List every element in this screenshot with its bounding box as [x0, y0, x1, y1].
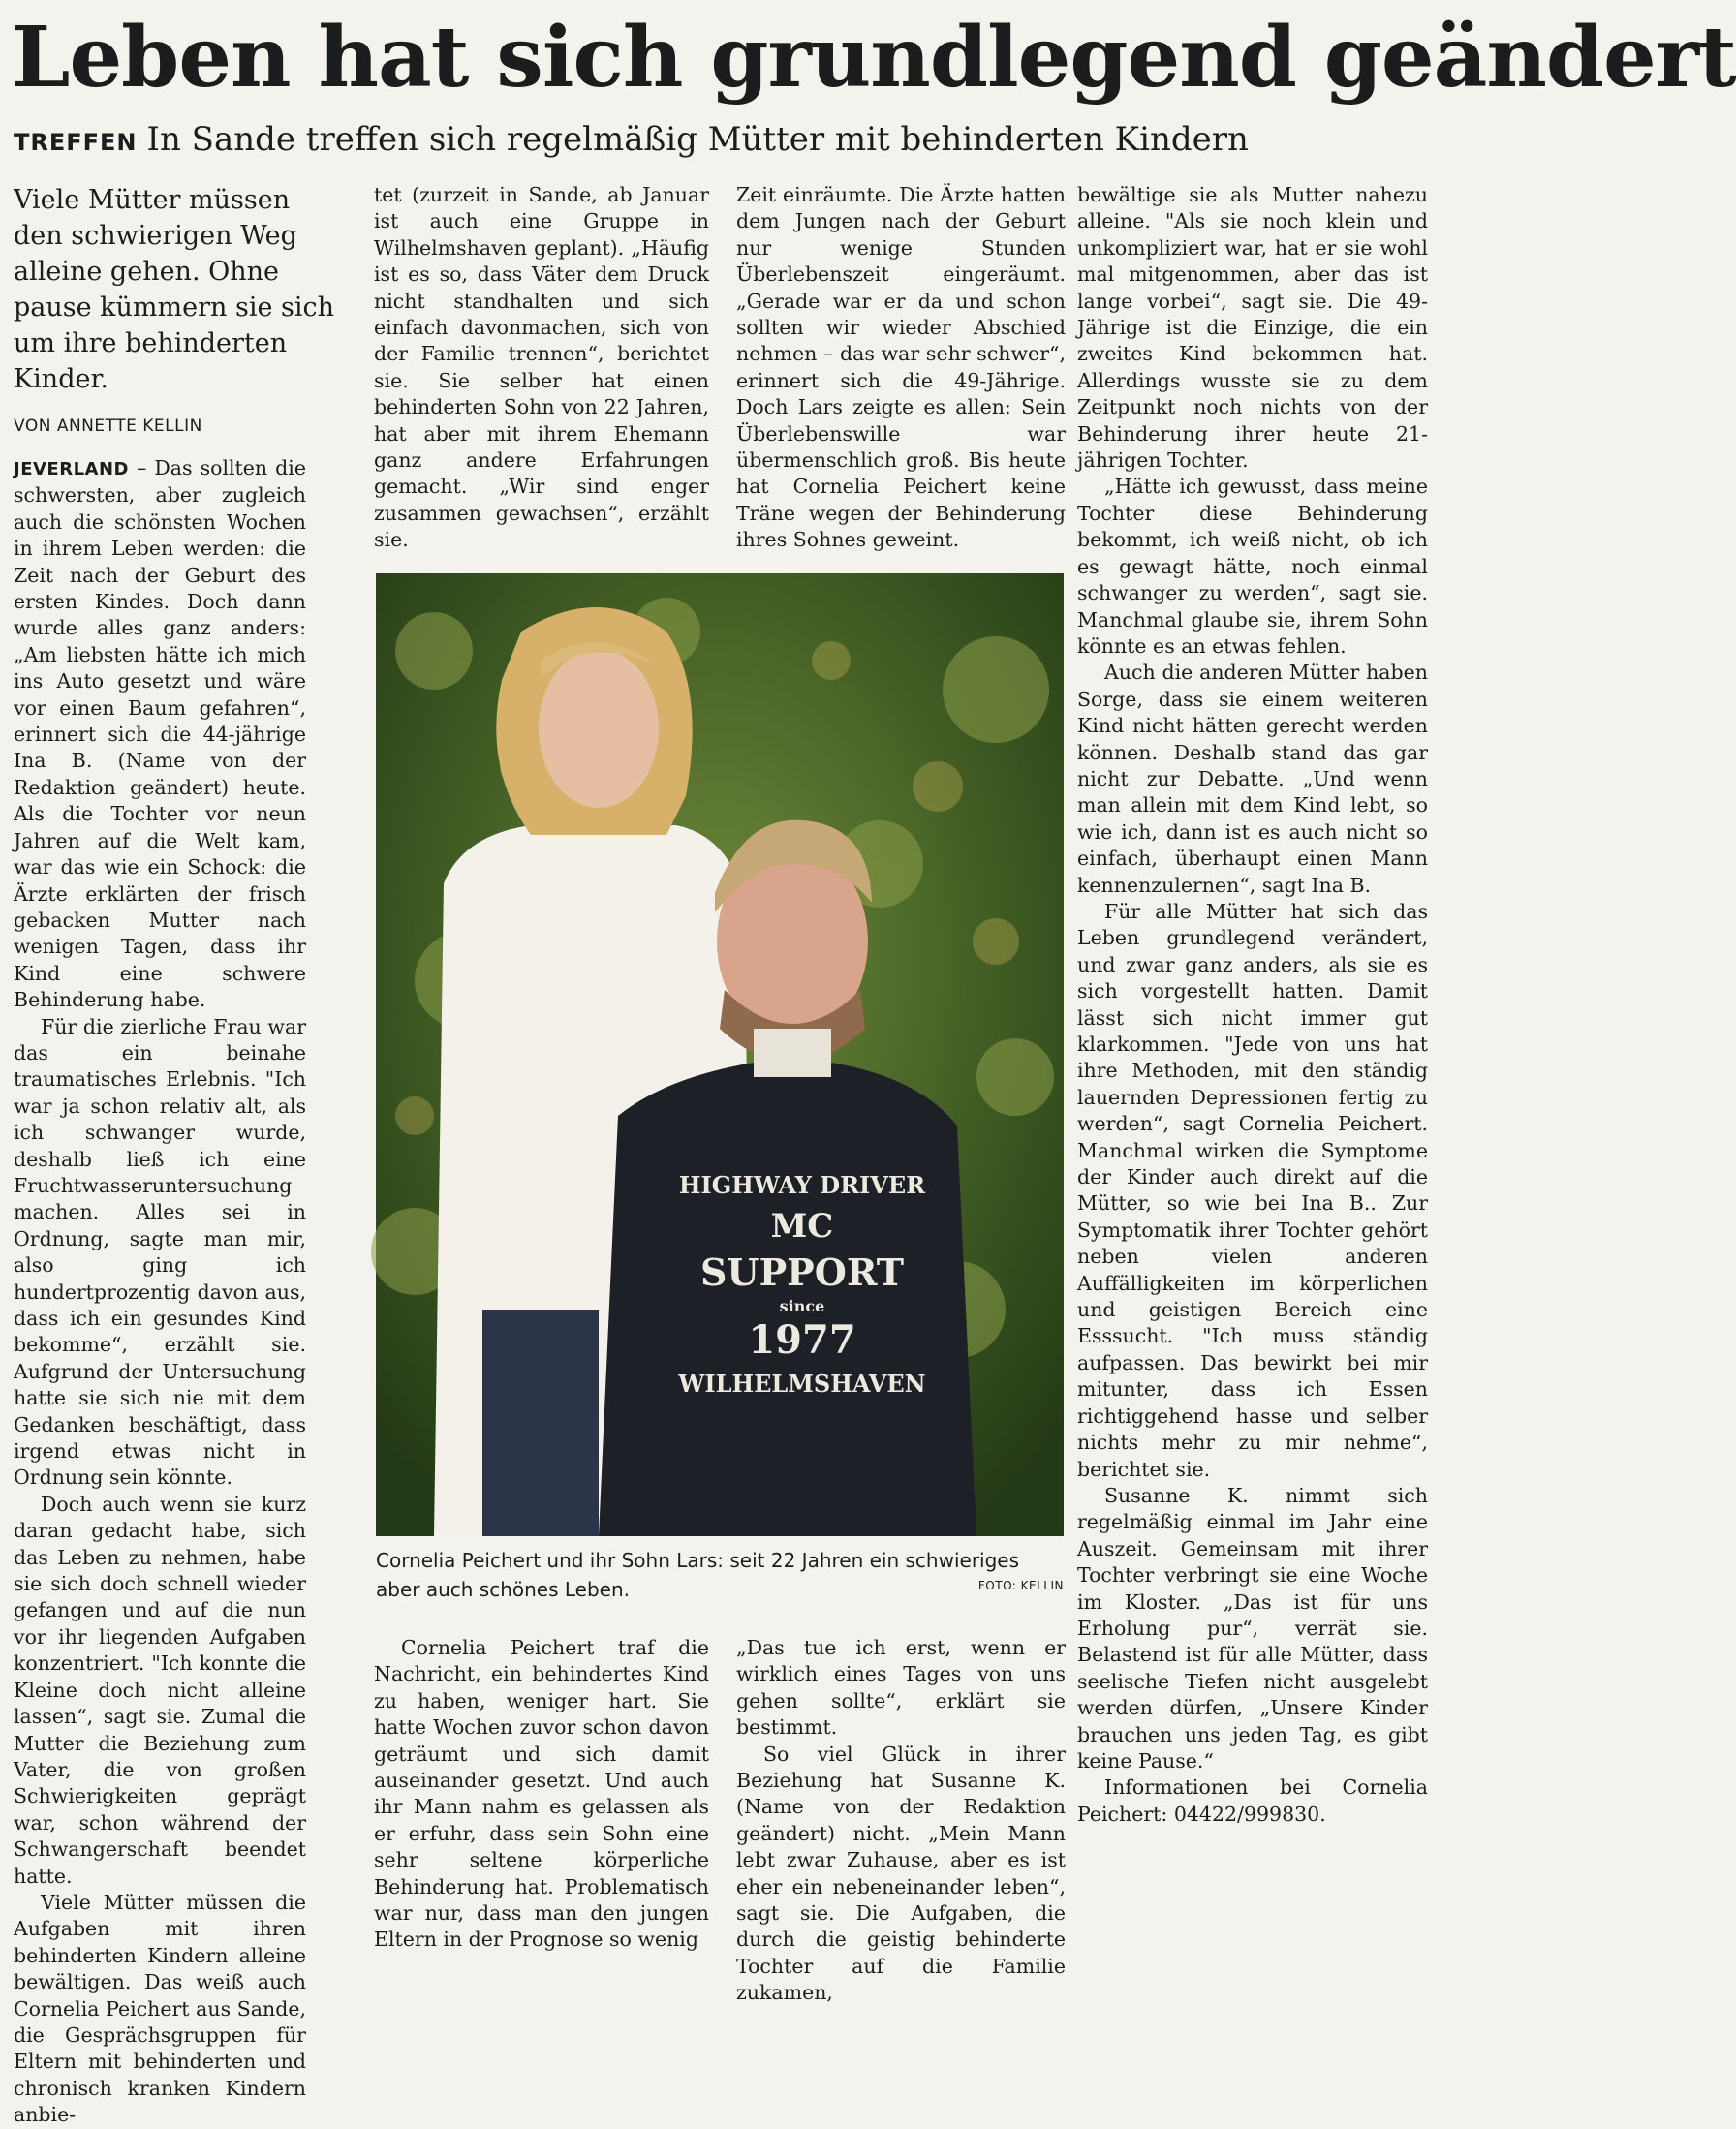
- col1-paragraph: Doch auch wenn sie kurz daran gedacht habe, sich das Leben zu nehmen, habe sie sich doch schnell wieder gefangen und auf die nun vor ihr liegenden Aufgaben konzentriert. "Ich konnte die Kleine doch nicht alleine lassen“, sagt sie. Zumal die Mutter die Beziehung zum Vater, die von großen Schwierigkeiten geprägt war, schon während der Schwangerschaft beendet hatte.: [14, 1492, 306, 1888]
- shirt-text-line1: HIGHWAY DRIVER: [678, 1171, 926, 1199]
- caption-text: Cornelia Peichert und ihr Sohn Lars: seit 22 Jahren ein schwieriges aber auch schönes Leben.: [376, 1549, 1020, 1601]
- article-photo: [376, 573, 1064, 1536]
- col2-bottom-paragraph: Cornelia Peichert traf die Nachricht, ein behindertes Kind zu haben, weniger hart. Sie hatte Wochen zuvor schon davon geträumt und sich damit auseinander gesetzt. Und auch ihr Mann nahm es gelassen als er erfuhr, dass sein Sohn eine sehr seltene körperliche Behinderung hat. Problematisch war nur, dass man den jungen Eltern in der Prognose so wenig: [374, 1636, 709, 1952]
- headline: Leben hat sich grundlegend geändert: [12, 9, 1736, 107]
- subheadline: [14, 118, 1447, 164]
- shirt-text-line5: 1977: [748, 1317, 856, 1363]
- col1-paragraph: JEVERLAND – Das sollten die schwersten, aber zugleich auch die schönsten Wochen in ihrem Leben werden: die Zeit nach der Geburt des ersten Kindes. Doch dann wurde alles ganz anders: „Am liebsten hätte ich mich ins Auto gesetzt und wäre vor einen Baum gefahren“, erinnert sich die 44-jährige Ina B. (Name von der Redaktion geändert) heute. Als die Tochter vor neun Jahren auf die Welt kam, war das wie ein Schock: die Ärzte erklärten der frisch gebacken Mutter nach wenigen Tagen, dass ihr Kind eine schwere Behinderung habe.: [14, 456, 306, 1012]
- column-2-bottom: [374, 1635, 709, 1954]
- shirt-text-line2: MC: [770, 1207, 834, 1246]
- shirt-text-line4: since: [779, 1297, 825, 1315]
- col3-top-paragraph: Zeit einräumte. Die Ärzte hatten dem Jungen nach der Geburt nur wenige Stunden Überlebenszeit eingeräumt. „Gerade war er da und schon sollten wir wieder Abschied nehmen – das war sehr schwer“, erinnert sich die 49-Jährige. Doch Lars zeigte es allen: Sein Überlebenswille war übermenschlich groß. Bis heute hat Cornelia Peichert keine Träne wegen der Behinderung ihres Sohnes geweint.: [736, 183, 1066, 552]
- column-1: [14, 455, 306, 2129]
- shirt-text-line3: SUPPORT: [699, 1250, 905, 1294]
- photo-caption: [376, 1546, 1064, 1604]
- col4-paragraph: Für alle Mütter hat sich das Leben grundlegend verändert, und zwar ganz anders, als sie es sich vorgestellt hatten. Damit lässt sich nicht immer gut klarkommen. "Jede von uns hat ihre Methoden, mit den ständig lauernden Depressionen fertig zu werden“, sagt Cornelia Peichert. Manchmal wirken die Symptome der Kinder auch direkt auf die Mütter, so wie bei Ina B.. Zur Symptomatik ihrer Tochter gehört neben vielen anderen Auffälligkeiten im körperlichen und geistigen Bereich eine Esssucht. "Ich muss ständig aufpassen. Das bewirkt bei mir mitunter, dass ich Essen richtiggehend hasse und selber nichts mehr zu mir nehme“, berichtet sie.: [1077, 899, 1428, 1481]
- column-3-top: [736, 182, 1066, 554]
- col3-bottom-paragraph: So viel Glück in ihrer Beziehung hat Susanne K. (Name von der Redaktion geändert) nicht. „Mein Mann lebt zwar Zuhause, aber es ist eher ein nebeneinander leben“, sagt sie. Die Aufgaben, die durch die geistig behinderte Tochter auf die Familie zukamen,: [736, 1742, 1066, 2005]
- col2-top-paragraph: tet (zurzeit in Sande, ab Januar ist auch eine Gruppe in Wilhelmshaven geplant). „Häufig ist es so, dass Väter dem Druck nicht standhalten und sich einfach davonmachen, sich von der Familie trennen“, berichtet sie. Sie selber hat einen behinderten Sohn von 22 Jahren, hat aber mit ihrem Ehemann ganz andere Erfahrungen gemacht. „Wir sind enger zusammen gewachsen“, erzählt sie.: [374, 183, 709, 552]
- col4-paragraph: Auch die anderen Mütter haben Sorge, dass sie einem weiteren Kind nicht hätten gerecht werden können. Deshalb stand das gar nicht zur Debatte. „Und wenn man allein mit dem Kind lebt, so wie ich, dann ist es auch nicht so einfach, überhaupt einen Mann kennenzulernen“, sagt Ina B.: [1077, 661, 1428, 897]
- column-4: [1077, 182, 1428, 1828]
- intro-text: Viele Mütter müssen den schwierigen Weg alleine gehen. Ohne pause kümmern sie sich um ihre behinderten Kinder.: [14, 185, 335, 394]
- photo-credit: FOTO: KELLIN: [977, 1579, 1064, 1592]
- column-2-top: [374, 182, 709, 554]
- col4-paragraph: Susanne K. nimmt sich regelmäßig einmal im Jahr eine Auszeit. Gemeinsam mit ihrer Tochter verbringt sie eine Woche im Kloster. „Das ist für uns Erholung pur“, verrät sie. Belastend ist für alle Mütter, dass seelische Tiefen nicht ausgelebt werden dürfen, „Unsere Kinder brauchen uns jeden Tag, es gibt keine Pause.“: [1077, 1483, 1428, 1773]
- photo-illustration: [376, 573, 1064, 1536]
- byline: VON ANNETTE KELLIN: [14, 417, 202, 436]
- col4-paragraph: Informationen bei Cornelia Peichert: 04422/999830.: [1077, 1775, 1428, 1826]
- shirt-text-line6: WILHELMSHAVEN: [678, 1370, 926, 1398]
- col3-bottom-paragraph: „Das tue ich erst, wenn er wirklich eines Tages von uns gehen sollte“, erklärt sie bestimmt.: [736, 1636, 1066, 1740]
- col4-paragraph: bewältige sie als Mutter nahezu alleine. "Als sie noch klein und unkompliziert war, hat er sie wohl mal mitgenommen, aber das ist lange vorbei“, sagt sie. Die 49-Jährige ist die Einzige, die ein zweites Kind bekommen hat. Allerdings wusste sie zu dem Zeitpunkt noch nichts von der Behinderung ihrer heute 21-jährigen Tochter.: [1077, 183, 1428, 473]
- col1-paragraph: Viele Mütter müssen die Aufgaben mit ihren behinderten Kindern alleine bewältigen. Das weiß auch Cornelia Peichert aus Sande, die Gesprächsgruppen für Eltern mit behinderten und chronisch kranken Kindern anbie-: [14, 1890, 306, 2127]
- col1-paragraph: Für die zierliche Frau war das ein beinahe traumatisches Erlebnis. "Ich war ja schon relativ alt, als ich schwanger wurde, deshalb ließ ich eine Fruchtwasseruntersuchung machen. Alles sei in Ordnung, sagte man mir, also ging ich hundertprozentig davon aus, dass ich ein gesundes Kind bekomme“, erzählt sie. Aufgrund der Untersuchung hatte sie sich nie mit dem Gedanken beschäftigt, dass irgend etwas nicht in Ordnung sein könnte.: [14, 1014, 306, 1490]
- col4-paragraph: „Hätte ich gewusst, dass meine Tochter diese Behinderung bekommt, ich weiß nicht, ob ich es gewagt hätte, noch einmal schwanger zu werden“, sagt sie. Manchmal glaube sie, ihrem Sohn könnte es an etwas fehlen.: [1077, 475, 1428, 658]
- dateline: JEVERLAND: [14, 459, 129, 479]
- subheadline-text: In Sande treffen sich regelmäßig Mütter mit behinderten Kindern: [146, 120, 1249, 159]
- subheadline-kicker: TREFFEN: [14, 129, 138, 156]
- column-3-bottom: [736, 1635, 1066, 2007]
